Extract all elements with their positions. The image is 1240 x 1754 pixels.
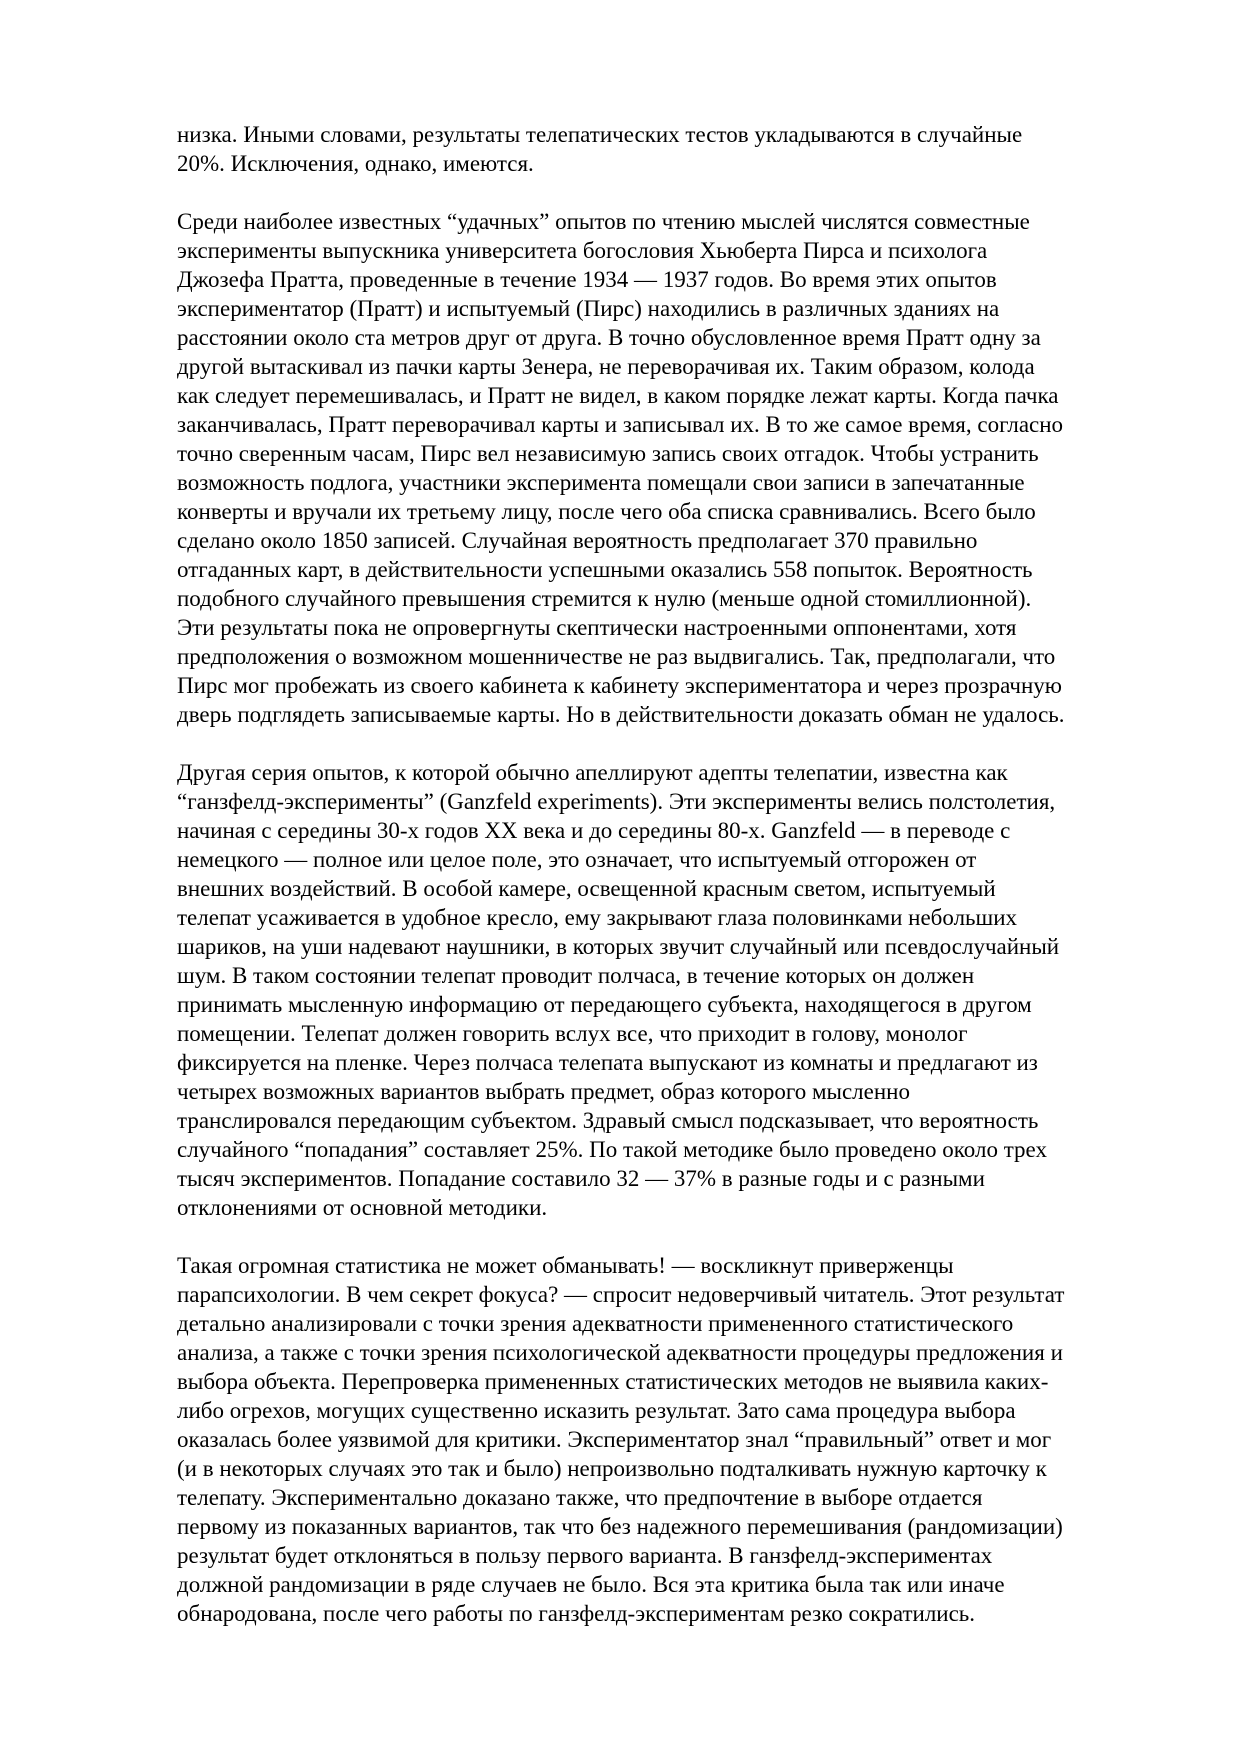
text-line: дверь подглядеть записываемые карты. Но в действительности доказать обман не удалось.	[177, 702, 1065, 727]
paragraph	[177, 207, 1155, 729]
text-line: (и в некоторых случаях это так и было) непроизвольно подталкивать нужную карточку к	[177, 1456, 1047, 1481]
document-text-block	[177, 120, 1155, 1657]
text-line: первому из показанных вариантов, так что без надежного перемешивания (рандомизации)	[177, 1514, 1063, 1539]
text-line: экспериментатор (Пратт) и испытуемый (Пирс) находились в различных зданиях на	[177, 296, 1000, 321]
text-line: расстоянии около ста метров друг от друга. В точно обусловленное время Пратт одну за	[177, 325, 1041, 350]
text-line: отгаданных карт, в действительности успешными оказались 558 попыток. Вероятность	[177, 557, 1033, 582]
text-line: “ганзфелд-эксперименты” (Ganzfeld experiments). Эти эксперименты велись полстолетия,	[177, 789, 1056, 814]
text-line: должной рандомизации в ряде случаев не было. Вся эта критика была так или иначе	[177, 1572, 1005, 1597]
text-line: фиксируется на пленке. Через полчаса телепата выпускают из комнаты и предлагают из	[177, 1050, 1038, 1075]
text-line: транслировался передающим субъектом. Здравый смысл подсказывает, что вероятность	[177, 1108, 1039, 1133]
text-line: как следует перемешивалась, и Пратт не видел, в каком порядке лежат карты. Когда пачка	[177, 383, 1059, 408]
text-line: оказалась более уязвимой для критики. Экспериментатор знал “правильный” ответ и мог	[177, 1427, 1052, 1452]
text-line: Эти результаты пока не опровергнуты скептически настроенными оппонентами, хотя	[177, 615, 1017, 640]
text-line: детально анализировали с точки зрения адекватности примененного статистического	[177, 1311, 1014, 1336]
text-line: тысяч экспериментов. Попадание составило 32 — 37% в разные годы и с разными	[177, 1166, 985, 1191]
text-line: телепату. Экспериментально доказано также, что предпочтение в выборе отдается	[177, 1485, 983, 1510]
text-line: телепат усаживается в удобное кресло, ему закрывают глаза половинками небольших	[177, 905, 1018, 930]
text-line: случайного “попадания” составляет 25%. По такой методике было проведено около трех	[177, 1137, 1047, 1162]
text-line: подобного случайного превышения стремится к нулю (меньше одной стомиллионной).	[177, 586, 1032, 611]
text-line: немецкого — полное или целое поле, это означает, что испытуемый отгорожен от	[177, 847, 977, 872]
text-line: низка. Иными словами, результаты телепатических тестов укладываются в случайные	[177, 122, 1023, 147]
text-line: анализа, а также с точки зрения психологической адекватности процедуры предложения и	[177, 1340, 1063, 1365]
paragraph	[177, 758, 1155, 1222]
text-line: Другая серия опытов, к которой обычно апеллируют адепты телепатии, известна как	[177, 760, 1008, 785]
text-line: Пирс мог пробежать из своего кабинета к кабинету экспериментатора и через прозрачную	[177, 673, 1062, 698]
text-line: либо огрехов, могущих существенно исказить результат. Зато сама процедура выбора	[177, 1398, 1016, 1423]
paragraph	[177, 1251, 1155, 1628]
text-line: заканчивалась, Пратт переворачивал карты и записывал их. В то же самое время, согласно	[177, 412, 1064, 437]
text-line: шариков, на уши надевают наушники, в которых звучит случайный или псевдослучайный	[177, 934, 1060, 959]
text-line: парапсихологии. В чем секрет фокуса? — спросит недоверчивый читатель. Этот результат	[177, 1282, 1065, 1307]
text-line: обнародована, после чего работы по ганзфелд-экспериментам резко сократились.	[177, 1601, 976, 1626]
text-line: помещении. Телепат должен говорить вслух все, что приходит в голову, монолог	[177, 1021, 968, 1046]
text-line: конверты и вручали их третьему лицу, после чего оба списка сравнивались. Всего было	[177, 499, 1036, 524]
text-line: шум. В таком состоянии телепат проводит полчаса, в течение которых он должен	[177, 963, 975, 988]
text-line: сделано около 1850 записей. Случайная вероятность предполагает 370 правильно	[177, 528, 978, 553]
text-line: отклонениями от основной методики.	[177, 1195, 548, 1220]
text-line: предположения о возможном мошенничестве не раз выдвигались. Так, предполагали, что	[177, 644, 1056, 669]
text-line: 20%. Исключения, однако, имеются.	[177, 151, 534, 176]
text-line: Джозефа Пратта, проведенные в течение 1934 — 1937 годов. Во время этих опытов	[177, 267, 997, 292]
text-line: эксперименты выпускника университета богословия Хьюберта Пирса и психолога	[177, 238, 988, 263]
text-line: другой вытаскивал из пачки карты Зенера, не переворачивая их. Таким образом, колода	[177, 354, 1035, 379]
text-line: начиная с середины 30-х годов XX века и до середины 80-х. Ganzfeld — в переводе с	[177, 818, 1011, 843]
text-line: выбора объекта. Перепроверка примененных статистических методов не выявила каких-	[177, 1369, 1049, 1394]
paragraph	[177, 120, 1155, 178]
text-line: точно сверенным часам, Пирс вел независимую запись своих отгадок. Чтобы устранить	[177, 441, 1039, 466]
text-line: Среди наиболее известных “удачных” опытов по чтению мыслей числятся совместные	[177, 209, 1030, 234]
text-line: четырех возможных вариантов выбрать предмет, образ которого мысленно	[177, 1079, 910, 1104]
text-line: принимать мысленную информацию от передающего субъекта, находящегося в другом	[177, 992, 1032, 1017]
text-line: Такая огромная статистика не может обманывать! — воскликнут приверженцы	[177, 1253, 954, 1278]
text-line: результат будет отклоняться в пользу первого варианта. В ганзфелд-экспериментах	[177, 1543, 993, 1568]
text-line: возможность подлога, участники эксперимента помещали свои записи в запечатанные	[177, 470, 1025, 495]
text-line: внешних воздействий. В особой камере, освещенной красным светом, испытуемый	[177, 876, 996, 901]
